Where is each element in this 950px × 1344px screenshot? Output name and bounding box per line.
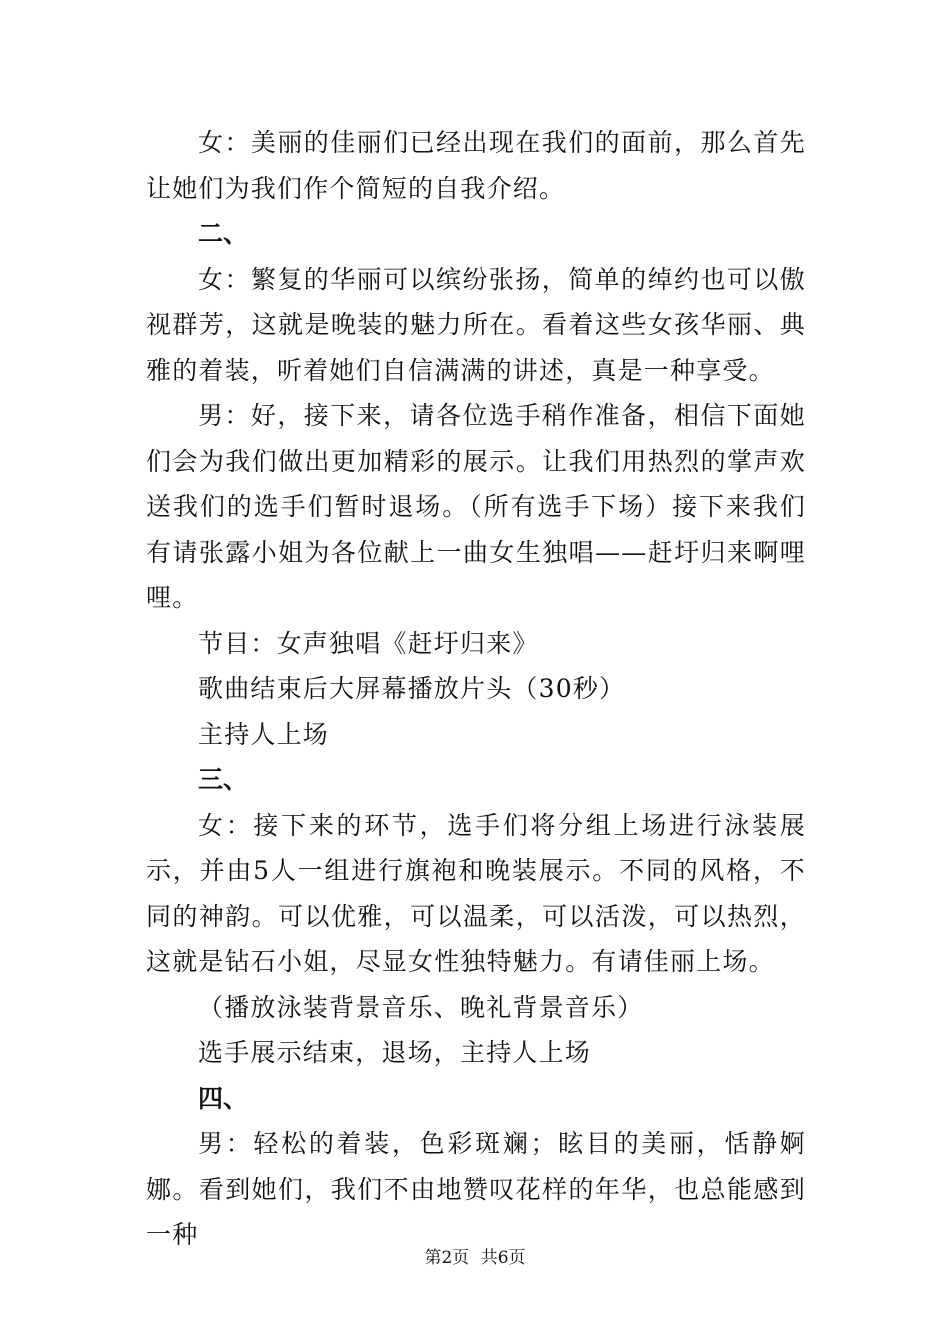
paragraph-intro: 女：美丽的佳丽们已经出现在我们的面前，那么首先让她们为我们作个简短的自我介绍。 [146,128,806,203]
section-heading-three: 三、 [198,765,249,794]
paragraph-swimwear: 女：接下来的环节，选手们将分组上场进行泳装展示，并由5人一组进行旗袍和晚装展示。不同的风格，不同的神韵。可以优雅，可以温柔，可以活泼，可以热烈，这就是钻石小姐，尽显女性独特魅力。有请佳丽上场。 [146,810,806,976]
page-total: 共6页 [480,1248,526,1268]
section-heading-two: 二、 [198,219,249,248]
paragraph-male-host: 男：好，接下来，请各位选手稍作准备，相信下面她们会为我们做出更加精彩的展示。让我们用热烈的掌声欢送我们的选手们暂时退场。（所有选手下场）接下来我们有请张露小姐为各位献上一曲女生独唱——赶圩归来啊哩哩。 [146,401,806,612]
paragraph-host-enter: 主持人上场 [198,719,330,749]
page-footer [0,1243,950,1268]
paragraph-screen-play: 歌曲结束后大屏幕播放片头（30秒） [198,674,626,703]
section-heading-four: 四、 [198,1083,249,1113]
document-body [146,120,806,1258]
paragraph-evening-wear: 女：繁复的华丽可以缤纷张扬，简单的绰约也可以傲视群芳，这就是晚装的魅力所在。看着这些女孩华丽、典雅的着装，听着她们自信满满的讲述，真是一种享受。 [146,264,806,385]
paragraph-casual-wear: 男：轻松的着装，色彩斑斓；眩目的美丽，恬静婀娜。看到她们，我们不由地赞叹花样的年华，也总能感到一种 [146,1129,806,1249]
paragraph-music-note: （播放泳装背景音乐、晚礼背景音乐） [198,992,644,1022]
page-number: 第2页 [424,1248,470,1268]
paragraph-program: 节目：女声独唱《赶圩归来》 [198,628,539,658]
paragraph-exit: 选手展示结束，退场，主持人上场 [198,1038,592,1067]
